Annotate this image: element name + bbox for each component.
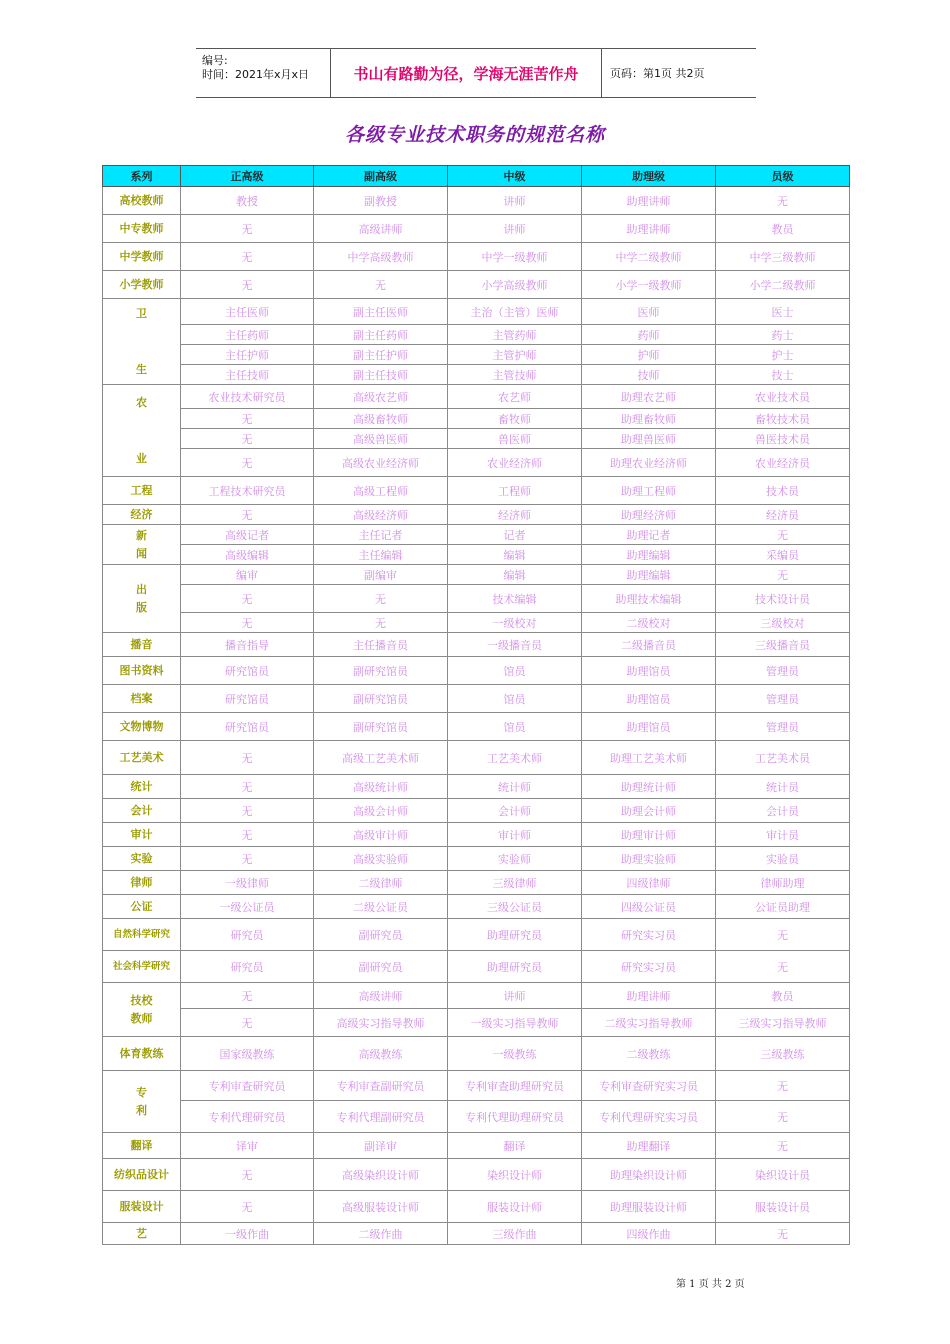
title-cell: 高级实验师: [314, 847, 448, 871]
title-cell: 副主任药师: [314, 325, 448, 345]
series-cell: 专 利: [103, 1071, 181, 1133]
title-cell: 药师: [582, 325, 716, 345]
series-cell: 审计: [103, 823, 181, 847]
title-cell: 四级公证员: [582, 895, 716, 919]
series-cell: 图书资料: [103, 657, 181, 685]
title-cell: 记者: [448, 525, 582, 545]
title-cell: 助理会计师: [582, 799, 716, 823]
title-cell: 助理技术编辑: [582, 585, 716, 613]
title-cell: 副译审: [314, 1133, 448, 1159]
title-cell: 农艺师: [448, 385, 582, 409]
title-cell: 副主任技师: [314, 365, 448, 385]
title-cell: 农业技术员: [716, 385, 850, 409]
table-row: [103, 633, 850, 657]
table-row: [103, 449, 850, 477]
title-cell: 专利审查研究员: [181, 1071, 314, 1101]
table-row: [103, 951, 850, 983]
title-cell: 护士: [716, 345, 850, 365]
series-cell: 体育教练: [103, 1037, 181, 1071]
title-cell: 中学三级教师: [716, 243, 850, 271]
table-row: [103, 525, 850, 545]
title-cell: 专利审查助理研究员: [448, 1071, 582, 1101]
title-cell: 主任技师: [181, 365, 314, 385]
title-cell: 助理审计师: [582, 823, 716, 847]
series-cell: 服装设计: [103, 1191, 181, 1223]
title-cell: 三级校对: [716, 613, 850, 633]
title-cell: 四级律师: [582, 871, 716, 895]
title-cell: 经济师: [448, 505, 582, 525]
table-row: [103, 1159, 850, 1191]
title-cell: 无: [181, 1009, 314, 1037]
column-header: 中级: [448, 166, 582, 187]
title-cell: 一级公证员: [181, 895, 314, 919]
title-cell: 会计师: [448, 799, 582, 823]
title-cell: 工艺美术员: [716, 741, 850, 775]
column-header: 副高级: [314, 166, 448, 187]
series-cell: 翻译: [103, 1133, 181, 1159]
title-cell: 二级实习指导教师: [582, 1009, 716, 1037]
header-meta: [196, 49, 330, 97]
title-cell: 无: [181, 613, 314, 633]
title-cell: 技师: [582, 365, 716, 385]
title-cell: 助理统计师: [582, 775, 716, 799]
title-cell: 高级实习指导教师: [314, 1009, 448, 1037]
title-cell: 高级经济师: [314, 505, 448, 525]
title-cell: 无: [181, 409, 314, 429]
series-cell: 纺织品设计: [103, 1159, 181, 1191]
column-header: 助理级: [582, 166, 716, 187]
title-cell: 四级作曲: [582, 1223, 716, 1245]
table-body: [103, 187, 850, 1245]
table-row: [103, 505, 850, 525]
title-cell: 无: [716, 187, 850, 215]
table-row: [103, 345, 850, 365]
series-cell: 公证: [103, 895, 181, 919]
title-cell: 一级作曲: [181, 1223, 314, 1245]
title-cell: 一级校对: [448, 613, 582, 633]
title-cell: 助理编辑: [582, 565, 716, 585]
title-cell: 采编员: [716, 545, 850, 565]
title-cell: 助理经济师: [582, 505, 716, 525]
title-cell: 高级畜牧师: [314, 409, 448, 429]
table-row: [103, 823, 850, 847]
table-row: [103, 365, 850, 385]
title-cell: 研究馆员: [181, 657, 314, 685]
series-cell: 中专教师: [103, 215, 181, 243]
series-cell: 艺: [103, 1223, 181, 1245]
title-cell: 教员: [716, 983, 850, 1009]
table-row: [103, 613, 850, 633]
title-cell: 畜牧技术员: [716, 409, 850, 429]
title-cell: 助理农业经济师: [582, 449, 716, 477]
title-cell: 会计员: [716, 799, 850, 823]
table-header-row: [103, 166, 850, 187]
title-cell: 技士: [716, 365, 850, 385]
title-cell: 三级公证员: [448, 895, 582, 919]
title-cell: 无: [181, 271, 314, 299]
title-cell: 无: [181, 775, 314, 799]
title-cell: 二级作曲: [314, 1223, 448, 1245]
table-row: [103, 299, 850, 325]
table-row: [103, 685, 850, 713]
title-cell: 主管药师: [448, 325, 582, 345]
table-row: [103, 1223, 850, 1245]
title-cell: 专利审查副研究员: [314, 1071, 448, 1101]
title-cell: 二级播音员: [582, 633, 716, 657]
title-cell: 研究馆员: [181, 713, 314, 741]
title-cell: 无: [181, 1191, 314, 1223]
title-cell: 管理员: [716, 713, 850, 741]
table-row: [103, 1133, 850, 1159]
page-footer: 第 1 页 共 2 页: [676, 1279, 745, 1290]
title-cell: 高级审计师: [314, 823, 448, 847]
title-cell: 高级编辑: [181, 545, 314, 565]
title-cell: 无: [181, 741, 314, 775]
title-cell: 助理畜牧师: [582, 409, 716, 429]
series-cell: 卫 生: [103, 299, 181, 385]
title-cell: 三级教练: [716, 1037, 850, 1071]
series-cell: 自然科学研究: [103, 919, 181, 951]
title-cell: 编辑: [448, 545, 582, 565]
title-cell: 助理服装设计师: [582, 1191, 716, 1223]
title-cell: 助理讲师: [582, 983, 716, 1009]
title-cell: 实验师: [448, 847, 582, 871]
title-cell: 审计师: [448, 823, 582, 847]
title-cell: 高级会计师: [314, 799, 448, 823]
title-cell: 高级兽医师: [314, 429, 448, 449]
title-cell: 助理讲师: [582, 187, 716, 215]
table-row: [103, 713, 850, 741]
title-cell: 兽医师: [448, 429, 582, 449]
title-cell: 编辑: [448, 565, 582, 585]
title-cell: 服装设计师: [448, 1191, 582, 1223]
title-cell: 律师助理: [716, 871, 850, 895]
series-cell: 高校教师: [103, 187, 181, 215]
column-header: 正高级: [181, 166, 314, 187]
table-row: [103, 1037, 850, 1071]
table-row: [103, 799, 850, 823]
title-cell: 翻译: [448, 1133, 582, 1159]
title-cell: 无: [716, 1223, 850, 1245]
title-cell: 工艺美术师: [448, 741, 582, 775]
title-cell: 中学一级教师: [448, 243, 582, 271]
document-title: 各级专业技术职务的规范名称: [344, 124, 605, 146]
title-cell: 译审: [181, 1133, 314, 1159]
title-cell: 无: [181, 429, 314, 449]
title-cell: 助理染织设计师: [582, 1159, 716, 1191]
title-cell: 助理馆员: [582, 685, 716, 713]
table-row: [103, 271, 850, 299]
page-header: [196, 48, 756, 98]
title-cell: 一级播音员: [448, 633, 582, 657]
title-cell: 农业技术研究员: [181, 385, 314, 409]
title-cell: 高级讲师: [314, 983, 448, 1009]
title-cell: 技术编辑: [448, 585, 582, 613]
series-cell: 新 闻: [103, 525, 181, 565]
title-cell: 小学二级教师: [716, 271, 850, 299]
title-cell: 主任医师: [181, 299, 314, 325]
title-cell: 实验员: [716, 847, 850, 871]
title-cell: 助理实验师: [582, 847, 716, 871]
title-cell: 助理馆员: [582, 657, 716, 685]
title-cell: 无: [181, 847, 314, 871]
title-cell: 无: [314, 613, 448, 633]
table-row: [103, 657, 850, 685]
title-cell: 专利审查研究实习员: [582, 1071, 716, 1101]
title-cell: 小学高级教师: [448, 271, 582, 299]
title-cell: 无: [716, 951, 850, 983]
title-cell: 药士: [716, 325, 850, 345]
title-cell: 护师: [582, 345, 716, 365]
series-cell: 中学教师: [103, 243, 181, 271]
title-cell: 畜牧师: [448, 409, 582, 429]
title-cell: 二级校对: [582, 613, 716, 633]
table-row: [103, 429, 850, 449]
title-cell: 助理工艺美术师: [582, 741, 716, 775]
table-row: [103, 983, 850, 1009]
title-cell: 高级染织设计师: [314, 1159, 448, 1191]
title-cell: 经济员: [716, 505, 850, 525]
title-cell: 医师: [582, 299, 716, 325]
column-header: 员级: [716, 166, 850, 187]
title-cell: 讲师: [448, 187, 582, 215]
time-label: 时间：2021年x月x日: [202, 68, 310, 81]
title-cell: 无: [181, 823, 314, 847]
title-cell: 小学一级教师: [582, 271, 716, 299]
title-cell: 农业经济员: [716, 449, 850, 477]
number-label: 编号:: [202, 54, 228, 67]
title-cell: 农业经济师: [448, 449, 582, 477]
table-row: [103, 409, 850, 429]
table-row: [103, 325, 850, 345]
title-cell: 助理翻译: [582, 1133, 716, 1159]
title-cell: 无: [716, 1071, 850, 1101]
table-row: [103, 385, 850, 409]
table-row: [103, 477, 850, 505]
title-cell: 助理研究员: [448, 951, 582, 983]
title-cell: 工程师: [448, 477, 582, 505]
header-motto: 书山有路勤为径，学海无涯苦作舟: [330, 49, 602, 97]
header-page-label: [610, 49, 756, 97]
title-cell: 染织设计员: [716, 1159, 850, 1191]
title-cell: 助理工程师: [582, 477, 716, 505]
title-cell: 中学二级教师: [582, 243, 716, 271]
title-cell: 助理农艺师: [582, 385, 716, 409]
title-cell: 研究实习员: [582, 919, 716, 951]
series-cell: 会计: [103, 799, 181, 823]
table-row: [103, 1101, 850, 1133]
title-cell: 染织设计师: [448, 1159, 582, 1191]
title-cell: 兽医技术员: [716, 429, 850, 449]
title-cell: 三级播音员: [716, 633, 850, 657]
table-row: [103, 1071, 850, 1101]
title-cell: 主任护师: [181, 345, 314, 365]
title-cell: 讲师: [448, 215, 582, 243]
title-cell: 公证员助理: [716, 895, 850, 919]
series-cell: 技校 教师: [103, 983, 181, 1037]
page-label: 页码：第1页 共2页: [610, 67, 705, 80]
series-cell: 经济: [103, 505, 181, 525]
table-row: [103, 215, 850, 243]
title-cell: 无: [181, 243, 314, 271]
title-cell: 助理记者: [582, 525, 716, 545]
title-cell: 国家级教练: [181, 1037, 314, 1071]
table-row: [103, 1009, 850, 1037]
title-cell: 管理员: [716, 685, 850, 713]
table-row: [103, 741, 850, 775]
title-cell: 管理员: [716, 657, 850, 685]
title-cell: 无: [716, 919, 850, 951]
table-row: [103, 919, 850, 951]
title-cell: 研究员: [181, 951, 314, 983]
title-cell: 二级公证员: [314, 895, 448, 919]
title-cell: 副研究馆员: [314, 713, 448, 741]
table-row: [103, 775, 850, 799]
series-cell: 文物博物: [103, 713, 181, 741]
title-cell: 高级教练: [314, 1037, 448, 1071]
title-cell: 助理编辑: [582, 545, 716, 565]
title-cell: 技术员: [716, 477, 850, 505]
title-cell: 一级教练: [448, 1037, 582, 1071]
title-cell: 主管护师: [448, 345, 582, 365]
job-title-table: [102, 165, 850, 1245]
title-cell: 助理馆员: [582, 713, 716, 741]
series-cell: 工艺美术: [103, 741, 181, 775]
table-row: [103, 565, 850, 585]
title-cell: 主管技师: [448, 365, 582, 385]
series-cell: 社会科学研究: [103, 951, 181, 983]
title-cell: 专利代理研究实习员: [582, 1101, 716, 1133]
title-cell: 教员: [716, 215, 850, 243]
title-cell: 中学高级教师: [314, 243, 448, 271]
series-cell: 农 业: [103, 385, 181, 477]
table-row: [103, 1191, 850, 1223]
title-cell: 高级统计师: [314, 775, 448, 799]
title-cell: 无: [716, 525, 850, 545]
title-cell: 研究馆员: [181, 685, 314, 713]
table-row: [103, 895, 850, 919]
title-cell: 高级讲师: [314, 215, 448, 243]
title-cell: 主任播音员: [314, 633, 448, 657]
title-cell: 主任记者: [314, 525, 448, 545]
title-cell: 讲师: [448, 983, 582, 1009]
title-cell: 主治（主管）医师: [448, 299, 582, 325]
title-cell: 副研究员: [314, 919, 448, 951]
title-cell: 工程技术研究员: [181, 477, 314, 505]
table-row: [103, 545, 850, 565]
title-cell: 专利代理研究员: [181, 1101, 314, 1133]
title-cell: 副编审: [314, 565, 448, 585]
title-cell: 助理讲师: [582, 215, 716, 243]
title-cell: 三级律师: [448, 871, 582, 895]
title-cell: 研究实习员: [582, 951, 716, 983]
title-cell: 无: [181, 449, 314, 477]
title-cell: 审计员: [716, 823, 850, 847]
title-cell: 一级律师: [181, 871, 314, 895]
title-cell: 教授: [181, 187, 314, 215]
title-cell: 技术设计员: [716, 585, 850, 613]
title-cell: 副主任医师: [314, 299, 448, 325]
title-cell: 主任药师: [181, 325, 314, 345]
title-cell: 医士: [716, 299, 850, 325]
title-cell: 统计员: [716, 775, 850, 799]
table-row: [103, 243, 850, 271]
title-cell: 高级农艺师: [314, 385, 448, 409]
series-cell: 播音: [103, 633, 181, 657]
title-cell: 馆员: [448, 685, 582, 713]
title-cell: 助理兽医师: [582, 429, 716, 449]
title-cell: 馆员: [448, 657, 582, 685]
table-row: [103, 847, 850, 871]
title-cell: 专利代理副研究员: [314, 1101, 448, 1133]
title-cell: 无: [181, 983, 314, 1009]
title-cell: 无: [716, 1133, 850, 1159]
table-row: [103, 585, 850, 613]
series-cell: 统计: [103, 775, 181, 799]
title-cell: 研究员: [181, 919, 314, 951]
series-cell: 律师: [103, 871, 181, 895]
title-cell: 副研究馆员: [314, 685, 448, 713]
table-row: [103, 871, 850, 895]
title-cell: 无: [716, 565, 850, 585]
table-row: [103, 187, 850, 215]
title-cell: 无: [314, 585, 448, 613]
title-cell: 二级律师: [314, 871, 448, 895]
series-cell: 实验: [103, 847, 181, 871]
title-cell: 统计师: [448, 775, 582, 799]
title-cell: 高级工艺美术师: [314, 741, 448, 775]
title-cell: 高级记者: [181, 525, 314, 545]
title-cell: 无: [181, 1159, 314, 1191]
title-cell: 无: [181, 505, 314, 525]
title-cell: 一级实习指导教师: [448, 1009, 582, 1037]
title-cell: 无: [716, 1101, 850, 1133]
title-cell: 助理研究员: [448, 919, 582, 951]
series-cell: 档案: [103, 685, 181, 713]
title-cell: 高级工程师: [314, 477, 448, 505]
title-cell: 无: [314, 271, 448, 299]
series-cell: 工程: [103, 477, 181, 505]
series-cell: 出 版: [103, 565, 181, 633]
title-cell: 主任编辑: [314, 545, 448, 565]
title-cell: 副主任护师: [314, 345, 448, 365]
title-cell: 编审: [181, 565, 314, 585]
title-cell: 服装设计员: [716, 1191, 850, 1223]
title-cell: 无: [181, 799, 314, 823]
series-cell: 小学教师: [103, 271, 181, 299]
title-cell: 三级实习指导教师: [716, 1009, 850, 1037]
title-cell: 三级作曲: [448, 1223, 582, 1245]
title-cell: 无: [181, 215, 314, 243]
column-header: 系列: [103, 166, 181, 187]
title-cell: 播音指导: [181, 633, 314, 657]
title-cell: 高级服装设计师: [314, 1191, 448, 1223]
title-cell: 副研究馆员: [314, 657, 448, 685]
title-cell: 高级农业经济师: [314, 449, 448, 477]
title-cell: 二级教练: [582, 1037, 716, 1071]
title-cell: 专利代理助理研究员: [448, 1101, 582, 1133]
title-cell: 副教授: [314, 187, 448, 215]
title-cell: 馆员: [448, 713, 582, 741]
title-cell: 副研究员: [314, 951, 448, 983]
title-cell: 无: [181, 585, 314, 613]
